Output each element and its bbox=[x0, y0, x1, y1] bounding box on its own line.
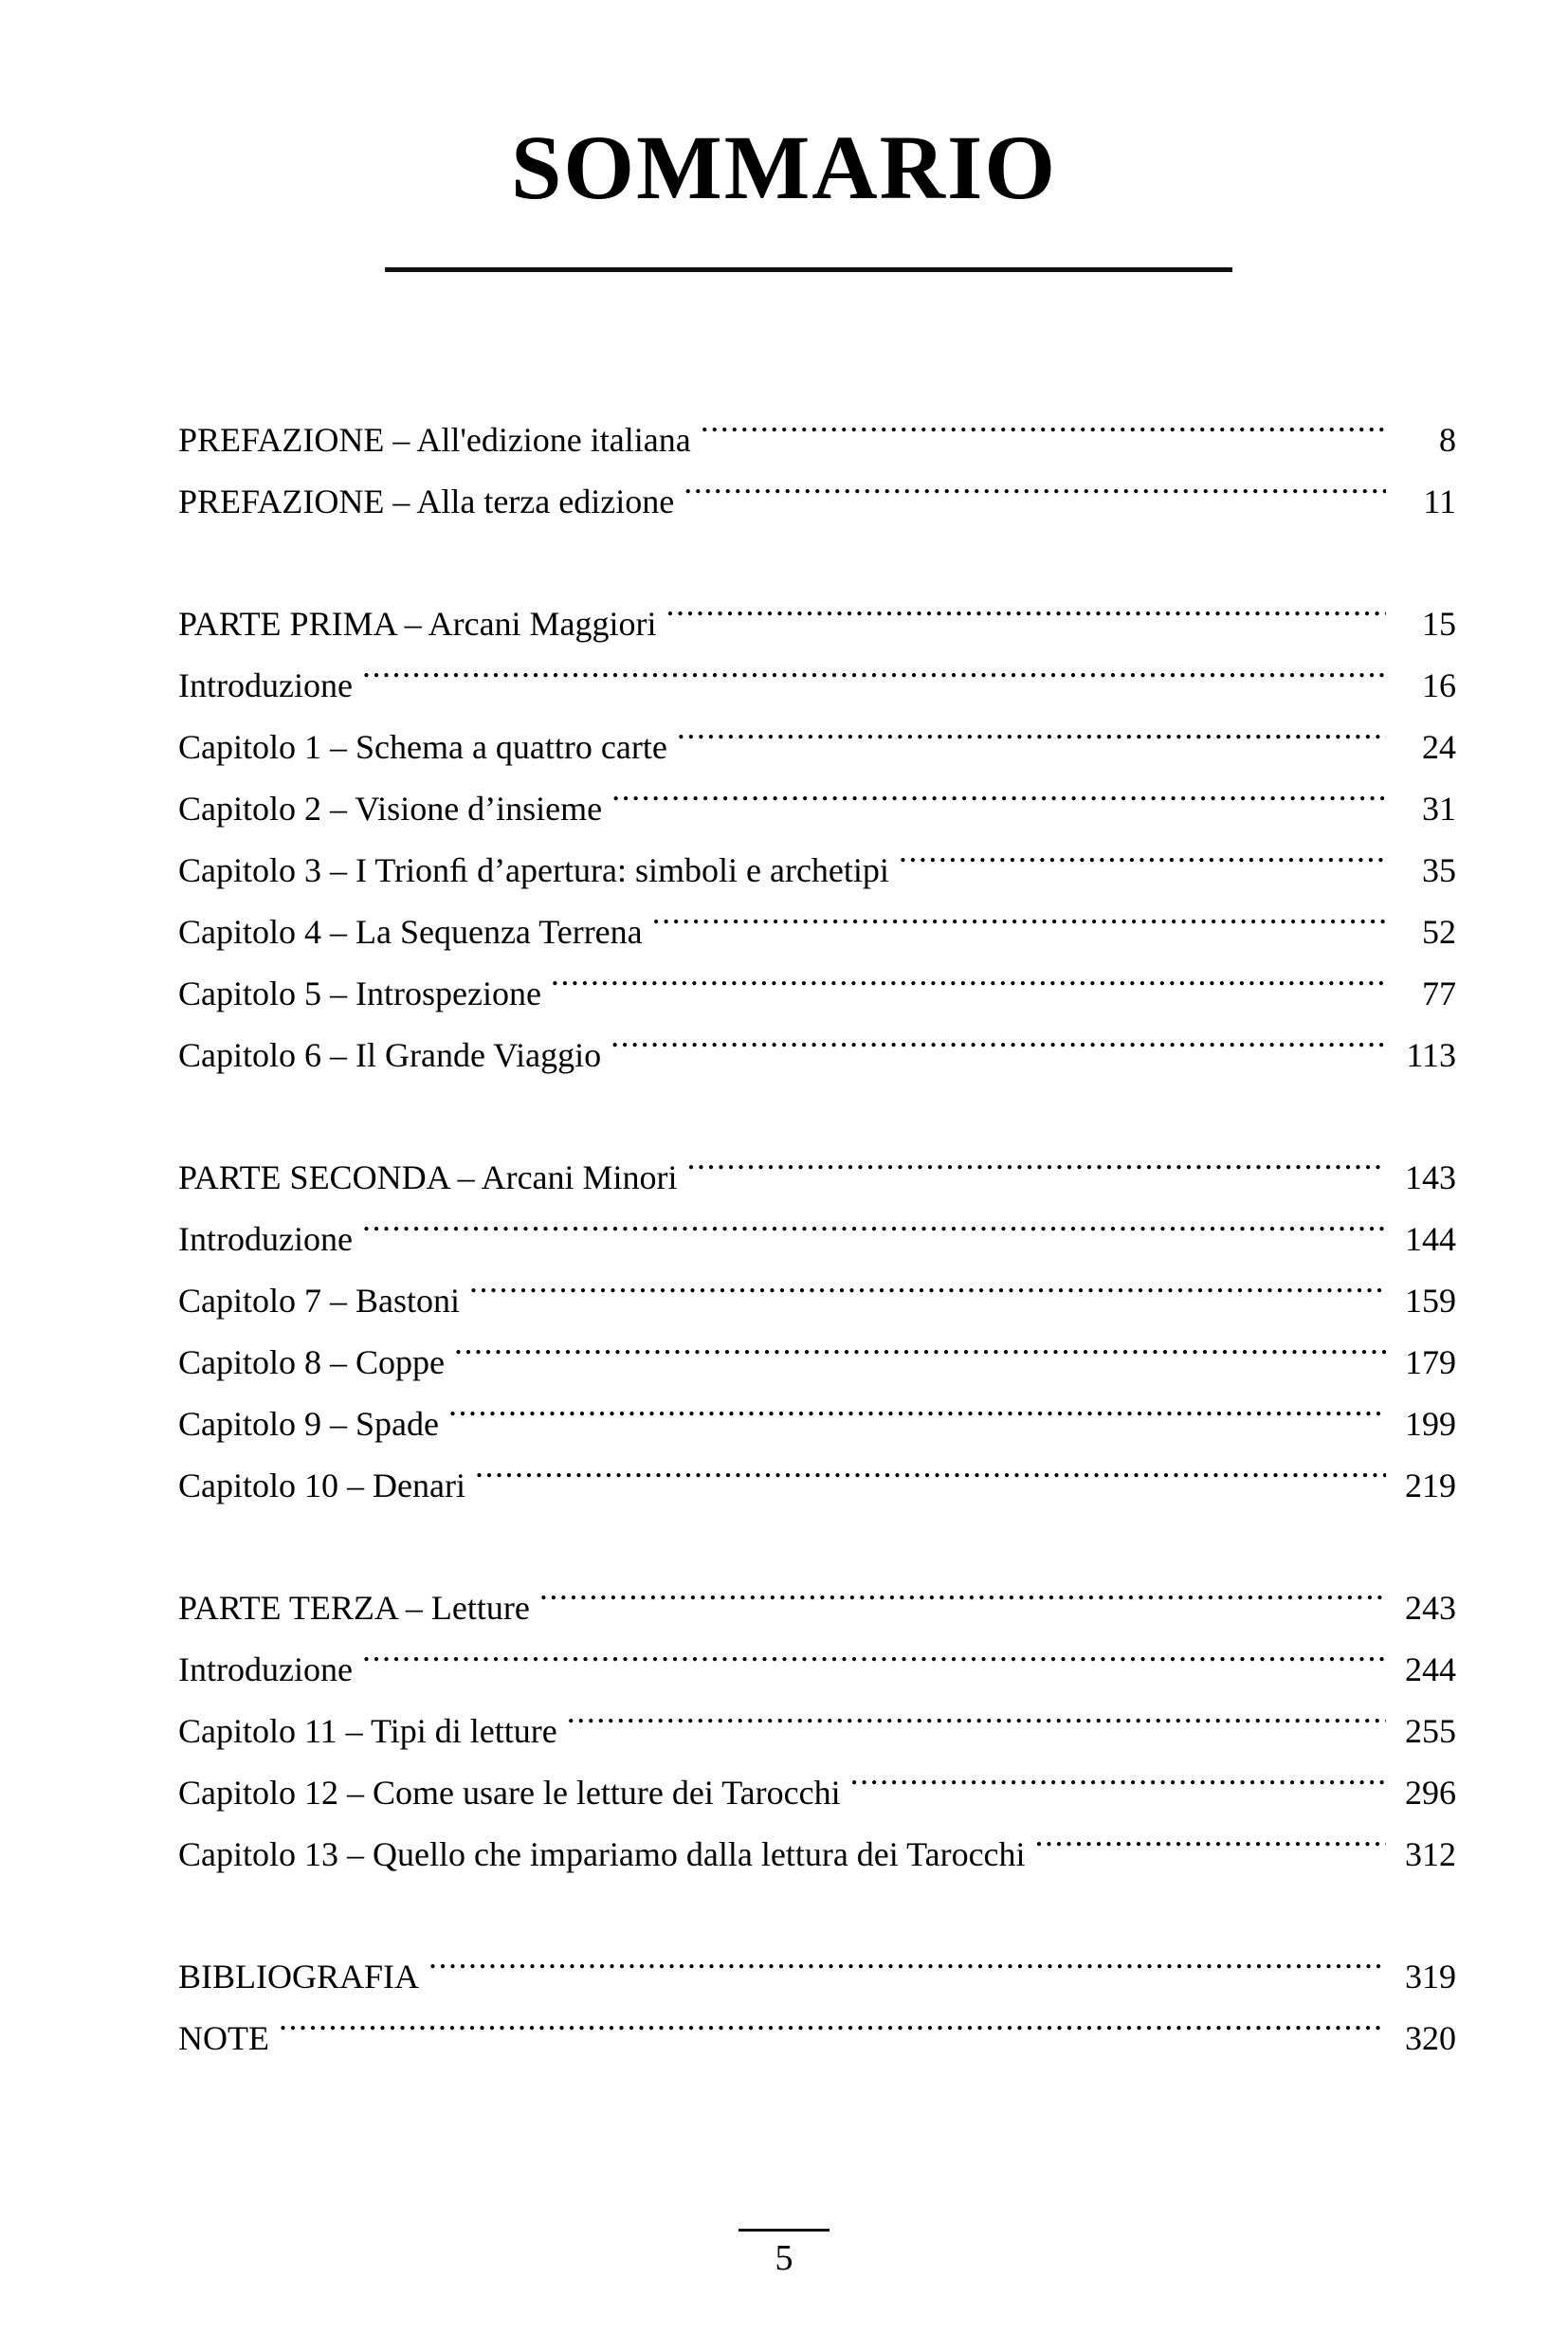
toc-entry-page-number: 244 bbox=[1405, 1650, 1456, 1688]
toc-entry[interactable] bbox=[178, 655, 1456, 717]
footer-divider bbox=[738, 2229, 830, 2232]
toc-entry[interactable] bbox=[178, 1270, 1456, 1332]
toc-entry-label: PARTE SECONDA – Arcani Minori bbox=[178, 1158, 678, 1196]
toc-entry-label: Capitolo 8 – Coppe bbox=[178, 1343, 445, 1381]
toc-entry[interactable] bbox=[178, 2008, 1456, 2069]
toc-entry-page-number: 312 bbox=[1405, 1835, 1456, 1873]
toc-entry-page-number: 113 bbox=[1406, 1036, 1456, 1074]
toc-dot-leader bbox=[567, 1708, 1386, 1742]
toc-entry-label: Capitolo 11 – Tipi di letture bbox=[178, 1712, 557, 1750]
toc-entry-page-number: 144 bbox=[1405, 1220, 1456, 1258]
toc-entry-label: PREFAZIONE – All'edizione italiana bbox=[178, 421, 691, 459]
toc-dot-leader bbox=[666, 601, 1386, 635]
toc-entry-label: Capitolo 7 – Bastoni bbox=[178, 1282, 460, 1320]
toc-entry-page-number: 143 bbox=[1405, 1158, 1456, 1196]
toc-entry-page-number: 24 bbox=[1422, 728, 1456, 766]
toc-dot-leader bbox=[652, 909, 1386, 943]
toc-entry-label: BIBLIOGRAFIA bbox=[178, 1958, 420, 1996]
toc-dot-leader bbox=[611, 786, 1386, 820]
toc-entry[interactable] bbox=[178, 1394, 1456, 1455]
toc-entry-page-number: 320 bbox=[1405, 2019, 1456, 2057]
toc-entry[interactable] bbox=[178, 1147, 1456, 1209]
toc-entry-label: Capitolo 6 – Il Grande Viaggio bbox=[178, 1036, 602, 1074]
toc-entry-label: Capitolo 4 – La Sequenza Terrena bbox=[178, 913, 643, 951]
toc-entry[interactable] bbox=[178, 1455, 1456, 1517]
toc-entry-page-number: 31 bbox=[1422, 790, 1456, 828]
toc-entry-label: Capitolo 12 – Come usare le letture dei Tarocchi bbox=[178, 1774, 841, 1812]
toc-entry[interactable] bbox=[178, 1332, 1456, 1394]
toc-entry-label: Introduzione bbox=[178, 1650, 353, 1688]
toc-dot-leader bbox=[469, 1278, 1386, 1312]
toc-entry[interactable] bbox=[178, 410, 1456, 471]
toc-dot-leader bbox=[362, 1647, 1386, 1681]
toc-group-parte-terza bbox=[178, 1577, 1456, 1886]
toc-entry-page-number: 16 bbox=[1422, 666, 1456, 704]
toc-dot-leader bbox=[684, 479, 1386, 513]
toc-group-back-matter bbox=[178, 1946, 1456, 2069]
toc-entry[interactable] bbox=[178, 1025, 1456, 1086]
toc-entry-page-number: 52 bbox=[1422, 913, 1456, 951]
toc-dot-leader bbox=[677, 724, 1386, 758]
toc-entry-label: Capitolo 9 – Spade bbox=[178, 1405, 439, 1443]
toc-entry-page-number: 243 bbox=[1405, 1589, 1456, 1627]
toc-entry[interactable] bbox=[178, 1762, 1456, 1824]
toc-entry-page-number: 296 bbox=[1405, 1774, 1456, 1812]
toc-entry-page-number: 11 bbox=[1423, 483, 1456, 520]
toc-entry-label: Capitolo 3 – I Trionﬁ d’apertura: simboli e archetipi bbox=[178, 851, 889, 889]
toc-dot-leader bbox=[611, 1032, 1386, 1066]
toc-entry-label: PARTE PRIMA – Arcani Maggiori bbox=[178, 605, 657, 643]
toc-entry-label: Capitolo 13 – Quello che impariamo dalla lettura dei Tarocchi bbox=[178, 1835, 1026, 1873]
toc-entry-label: Capitolo 2 – Visione d’insieme bbox=[178, 790, 603, 828]
toc-dot-leader bbox=[539, 1585, 1386, 1619]
toc-entry-page-number: 35 bbox=[1422, 851, 1456, 889]
toc-dot-leader bbox=[701, 417, 1386, 451]
toc-group-parte-seconda bbox=[178, 1147, 1456, 1517]
toc-entry-page-number: 219 bbox=[1405, 1467, 1456, 1504]
toc-entry-label: PARTE TERZA – Letture bbox=[178, 1589, 530, 1627]
toc-dot-leader bbox=[687, 1155, 1386, 1189]
page-title: SOMMARIO bbox=[511, 117, 1057, 219]
toc-entry-page-number: 8 bbox=[1439, 421, 1456, 459]
toc-entry[interactable] bbox=[178, 1946, 1456, 2008]
table-of-contents bbox=[178, 410, 1456, 2069]
toc-entry[interactable] bbox=[178, 1701, 1456, 1762]
toc-entry-label: Capitolo 10 – Denari bbox=[178, 1467, 465, 1504]
toc-dot-leader bbox=[454, 1340, 1386, 1374]
toc-entry-page-number: 159 bbox=[1405, 1282, 1456, 1320]
toc-dot-leader bbox=[362, 1216, 1386, 1250]
toc-dot-leader bbox=[551, 971, 1386, 1005]
toc-entry[interactable] bbox=[178, 717, 1456, 778]
toc-entry-label: NOTE bbox=[178, 2019, 269, 2057]
toc-entry[interactable] bbox=[178, 1639, 1456, 1701]
toc-dot-leader bbox=[475, 1463, 1386, 1497]
toc-dot-leader bbox=[362, 663, 1386, 697]
toc-entry[interactable] bbox=[178, 593, 1456, 655]
toc-entry-page-number: 15 bbox=[1422, 605, 1456, 643]
toc-entry-label: Introduzione bbox=[178, 1220, 353, 1258]
toc-dot-leader bbox=[448, 1401, 1386, 1435]
toc-dot-leader bbox=[428, 1954, 1386, 1988]
toc-entry[interactable] bbox=[178, 778, 1456, 840]
toc-entry[interactable] bbox=[178, 1577, 1456, 1639]
toc-entry-page-number: 77 bbox=[1422, 975, 1456, 1012]
footer-page-number: 5 bbox=[775, 2238, 793, 2279]
toc-entry-page-number: 255 bbox=[1405, 1712, 1456, 1750]
toc-entry[interactable] bbox=[178, 1824, 1456, 1886]
toc-dot-leader bbox=[1035, 1832, 1386, 1866]
toc-entry-page-number: 319 bbox=[1405, 1958, 1456, 1996]
toc-entry-label: Introduzione bbox=[178, 666, 353, 704]
toc-entry[interactable] bbox=[178, 902, 1456, 963]
toc-entry[interactable] bbox=[178, 1209, 1456, 1270]
toc-entry[interactable] bbox=[178, 840, 1456, 902]
toc-group-parte-prima bbox=[178, 593, 1456, 1086]
toc-entry[interactable] bbox=[178, 471, 1456, 533]
toc-dot-leader bbox=[899, 847, 1386, 882]
title-divider bbox=[385, 267, 1232, 272]
toc-entry-label: PREFAZIONE – Alla terza edizione bbox=[178, 483, 675, 520]
toc-entry-page-number: 179 bbox=[1405, 1343, 1456, 1381]
toc-entry[interactable] bbox=[178, 963, 1456, 1025]
toc-entry-label: Capitolo 1 – Schema a quattro carte bbox=[178, 728, 667, 766]
toc-dot-leader bbox=[850, 1770, 1386, 1804]
page-footer bbox=[0, 2229, 1568, 2279]
toc-entry-label: Capitolo 5 – Introspezione bbox=[178, 975, 541, 1012]
toc-dot-leader bbox=[279, 2015, 1386, 2050]
toc-group-prefaces bbox=[178, 410, 1456, 533]
toc-entry-page-number: 199 bbox=[1405, 1405, 1456, 1443]
